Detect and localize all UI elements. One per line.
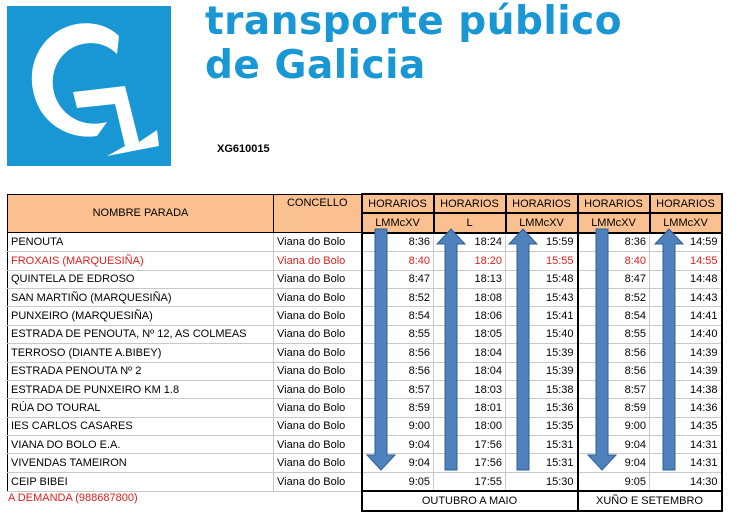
time-cell: 14:31 [650,436,722,454]
time-cell: 15:48 [506,270,578,288]
council-name: Viana do Bolo [274,252,362,270]
time-cell: 8:47 [362,270,434,288]
time-cell: 8:47 [578,270,650,288]
time-cell: 18:20 [434,252,506,270]
council-column-header: CONCELLO [274,194,362,233]
timetable [7,193,723,512]
time-cell: 18:06 [434,307,506,325]
days-header-3: LMMcXV [506,213,578,232]
stop-column-header: NOMBRE PARADA [8,194,274,233]
time-cell: 14:36 [650,399,722,417]
table-row [8,252,722,270]
time-cell: 8:55 [578,325,650,343]
stop-name: FROXAIS (MARQUESIÑA) [8,252,274,270]
stop-name: TERROSO (DIANTE A.BIBEY) [8,344,274,362]
time-cell: 15:36 [506,399,578,417]
time-cell: 18:05 [434,325,506,343]
time-cell: 8:59 [578,399,650,417]
time-cell: 8:40 [578,252,650,270]
table-row [8,417,722,435]
time-cell: 9:05 [362,472,434,491]
stop-name: RÚA DO TOURAL [8,399,274,417]
time-cell: 15:39 [506,344,578,362]
time-cell: 8:52 [362,288,434,306]
stop-name: ESTRADA PENOUTA Nº 2 [8,362,274,380]
time-cell: 8:52 [578,288,650,306]
time-cell: 8:54 [578,307,650,325]
time-cell: 8:54 [362,307,434,325]
time-cell: 8:56 [362,344,434,362]
council-name: Viana do Bolo [274,454,362,472]
table-row [8,270,722,288]
brand-title-line1: transporte público [205,0,623,44]
time-cell: 14:38 [650,380,722,398]
stop-name: QUINTELA DE EDROSO [8,270,274,288]
header-row-1 [8,194,722,213]
time-cell: 15:30 [506,472,578,491]
time-cell: 15:35 [506,417,578,435]
table-row [8,288,722,306]
time-cell: 8:56 [362,362,434,380]
time-cell: 9:00 [578,417,650,435]
time-cell: 15:31 [506,454,578,472]
council-name: Viana do Bolo [274,307,362,325]
table-row [8,362,722,380]
table-row [8,472,722,491]
time-cell: 14:31 [650,454,722,472]
days-header-2: L [434,213,506,232]
table-row [8,344,722,362]
time-cell: 18:24 [434,233,506,252]
time-cell: 14:43 [650,288,722,306]
stop-name: ESTRADA DE PUNXEIRO KM 1.8 [8,380,274,398]
time-cell: 15:40 [506,325,578,343]
time-cell: 15:43 [506,288,578,306]
stop-name: PENOUTA [8,233,274,252]
council-name: Viana do Bolo [274,362,362,380]
time-cell: 18:08 [434,288,506,306]
table-row [8,436,722,454]
horarios-header-3: HORARIOS [506,194,578,213]
time-cell: 17:56 [434,454,506,472]
table-row [8,380,722,398]
time-cell: 9:04 [578,436,650,454]
table-row [8,325,722,343]
time-cell: 15:39 [506,362,578,380]
time-cell: 9:05 [578,472,650,491]
stop-name: IES CARLOS CASARES [8,417,274,435]
council-name: Viana do Bolo [274,436,362,454]
table-row [8,399,722,417]
time-cell: 8:56 [578,362,650,380]
time-cell: 15:59 [506,233,578,252]
time-cell: 18:00 [434,417,506,435]
horarios-header-4: HORARIOS [578,194,650,213]
stop-name: VIVENDAS TAMEIRON [8,454,274,472]
brand-title-line2: de Galicia [205,43,426,88]
time-cell: 14:30 [650,472,722,491]
time-cell: 8:36 [362,233,434,252]
time-cell: 14:59 [650,233,722,252]
council-name: Viana do Bolo [274,417,362,435]
line-code: XG610015 [217,143,270,155]
time-cell: 18:04 [434,344,506,362]
time-cell: 17:55 [434,472,506,491]
council-name: Viana do Bolo [274,380,362,398]
time-cell: 14:55 [650,252,722,270]
time-cell: 14:39 [650,362,722,380]
council-name: Viana do Bolo [274,325,362,343]
days-header-4: LMMcXV [578,213,650,232]
time-cell: 8:40 [362,252,434,270]
time-cell: 18:01 [434,399,506,417]
logo [7,6,171,166]
time-cell: 9:00 [362,417,434,435]
time-cell: 18:13 [434,270,506,288]
time-cell: 14:40 [650,325,722,343]
time-cell: 17:56 [434,436,506,454]
stop-name: PUNXEIRO (MARQUESIÑA) [8,307,274,325]
on-demand-note: A DEMANDA (988687800) [8,492,138,504]
time-cell: 9:04 [362,454,434,472]
time-cell: 8:59 [362,399,434,417]
horarios-header-1: HORARIOS [362,194,434,213]
time-cell: 15:31 [506,436,578,454]
time-cell: 9:04 [578,454,650,472]
council-name: Viana do Bolo [274,472,362,491]
stop-name: SAN MARTIÑO (MARQUESIÑA) [8,288,274,306]
stop-name: ESTRADA DE PENOUTA, Nº 12, AS COLMEAS [8,325,274,343]
council-name: Viana do Bolo [274,288,362,306]
table-row [8,454,722,472]
time-cell: 8:57 [362,380,434,398]
time-cell: 14:41 [650,307,722,325]
time-cell: 14:39 [650,344,722,362]
time-cell: 14:48 [650,270,722,288]
stop-name: VIANA DO BOLO E.A. [8,436,274,454]
table-row [8,307,722,325]
time-cell: 8:36 [578,233,650,252]
time-cell: 9:04 [362,436,434,454]
horarios-header-2: HORARIOS [434,194,506,213]
days-header-1: LMMcXV [362,213,434,232]
table-row [8,233,722,252]
galicia-g-logo-icon [7,6,171,166]
time-cell: 15:38 [506,380,578,398]
days-header-5: LMMcXV [650,213,722,232]
time-cell: 8:57 [578,380,650,398]
time-cell: 15:41 [506,307,578,325]
time-cell: 14:35 [650,417,722,435]
stop-name: CEIP BIBEI [8,472,274,491]
time-cell: 8:55 [362,325,434,343]
council-name: Viana do Bolo [274,399,362,417]
council-name: Viana do Bolo [274,344,362,362]
horarios-header-5: HORARIOS [650,194,722,213]
council-name: Viana do Bolo [274,233,362,252]
time-cell: 18:03 [434,380,506,398]
time-cell: 8:56 [578,344,650,362]
season-winter-label: OUTUBRO A MAIO [362,491,578,510]
season-summer-label: XUÑO E SETEMBRO [578,491,722,510]
time-cell: 18:04 [434,362,506,380]
council-name: Viana do Bolo [274,270,362,288]
time-cell: 15:55 [506,252,578,270]
